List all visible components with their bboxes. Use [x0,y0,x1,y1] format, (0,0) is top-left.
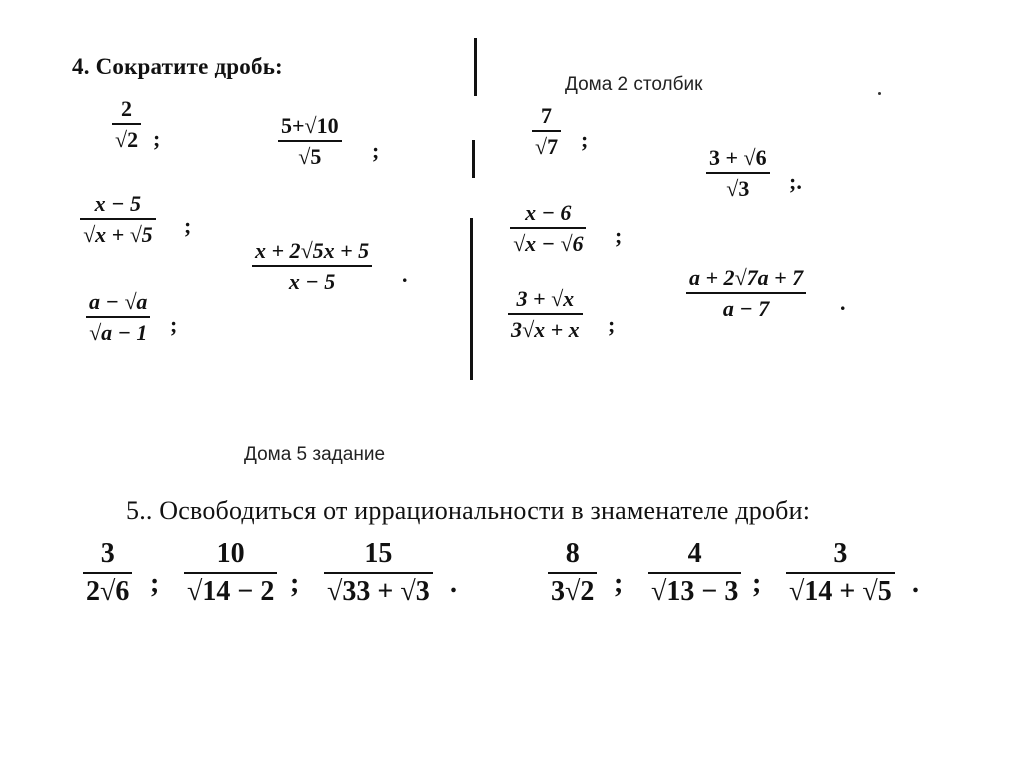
punctuation-mark: ;. [789,169,802,194]
fraction-bar [324,572,433,574]
fraction-5-4: 8 3√2 [548,538,597,608]
fraction-bar [184,572,277,574]
fraction-bar [508,313,583,315]
column-separator [470,218,473,380]
homework-note-task5: Дома 5 задание [244,444,386,465]
fraction-4-8: x − 6 √x − √6 [510,200,586,257]
homework-note-column: Дома 2 столбик [565,74,703,95]
fraction-5-5: 4 √13 − 3 [648,538,741,608]
fraction-4-10: 3 + √x 3√x + x [508,286,583,343]
punctuation-mark: ; [615,223,623,248]
column-separator [472,140,475,178]
fraction-bar [648,572,741,574]
fraction-4-5: a − √a √a − 1 [86,289,150,346]
fraction-4-9: a + 2√7a + 7 a − 7 [686,265,806,322]
fraction-5-1: 3 2√6 [83,538,132,608]
fraction-bar [112,123,141,125]
task5-heading: 5.. Освободиться от иррациональности в знаменателе дроби: [126,496,811,525]
fraction-bar [532,130,561,132]
punctuation-mark: ; [614,568,624,599]
fraction-4-7: 3 + √6 √3 [706,145,770,202]
fraction-4-6: 7 √7 [532,103,561,160]
fraction-4-3: x − 5 √x + √5 [80,191,156,248]
fraction-bar [83,572,132,574]
fraction-5-6: 3 √14 + √5 [786,538,895,608]
fraction-4-2: 5+√10 √5 [278,113,342,170]
fraction-bar [252,265,372,267]
punctuation-mark: . [912,568,919,599]
punctuation-mark: ; [608,312,616,337]
punctuation-mark: ; [372,138,380,163]
fraction-bar [510,227,586,229]
punctuation-mark: . [450,568,457,599]
task4-heading: 4. Сократите дробь: [72,54,283,79]
punctuation-mark: ; [150,568,160,599]
column-separator [474,38,477,96]
scan-speck [878,92,881,95]
punctuation-mark: ; [581,127,589,152]
punctuation-mark: . [840,290,846,315]
fraction-5-2: 10 √14 − 2 [184,538,277,608]
punctuation-mark: ; [170,312,178,337]
punctuation-mark: . [402,262,408,287]
fraction-bar [548,572,597,574]
fraction-bar [706,172,770,174]
punctuation-mark: ; [153,126,161,151]
fraction-bar [278,140,342,142]
fraction-bar [80,218,156,220]
punctuation-mark: ; [290,568,300,599]
punctuation-mark: ; [184,213,192,238]
fraction-bar [86,316,150,318]
punctuation-mark: ; [752,568,762,599]
fraction-bar [686,292,806,294]
fraction-4-4: x + 2√5x + 5 x − 5 [252,238,372,295]
fraction-5-3: 15 √33 + √3 [324,538,433,608]
fraction-4-1: 2 √2 [112,96,141,153]
fraction-bar [786,572,895,574]
